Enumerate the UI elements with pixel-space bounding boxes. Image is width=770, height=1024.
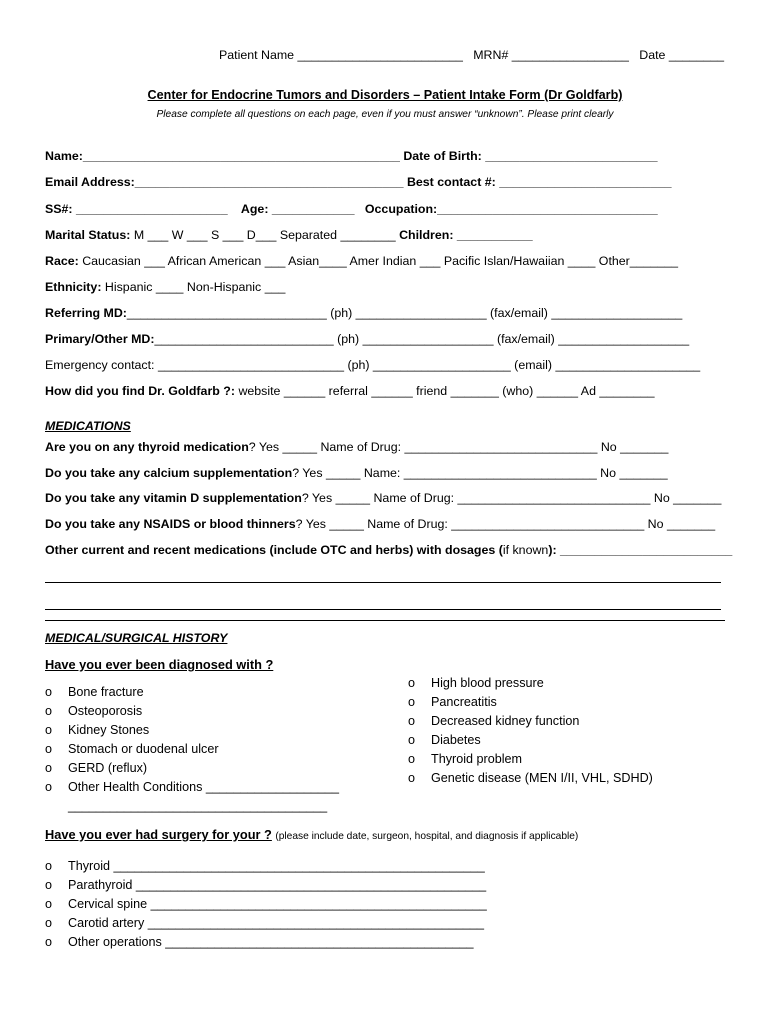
- ethnicity-row: [45, 279, 285, 295]
- surgery-carotid-artery-field[interactable]: Carotid artery ________________________________________________: [68, 916, 484, 930]
- checkbox-bullet-icon[interactable]: o: [45, 780, 53, 794]
- list-item[interactable]: [408, 712, 653, 731]
- list-item-label: Bone fracture: [68, 685, 144, 699]
- calcium-field[interactable]: ? Yes _____ Name: ____________________________ No _______: [292, 466, 668, 480]
- ss-row: [45, 201, 658, 217]
- list-item[interactable]: [45, 702, 339, 721]
- other-meds-question: Other current and recent medications (include OTC and herbs) with dosages (: [45, 543, 503, 557]
- list-item[interactable]: [45, 759, 339, 778]
- checkbox-bullet-icon[interactable]: o: [408, 676, 416, 690]
- list-item[interactable]: [408, 769, 653, 788]
- surgery-row: [45, 827, 578, 845]
- list-item[interactable]: [45, 933, 487, 952]
- checkbox-bullet-icon[interactable]: o: [408, 733, 416, 747]
- marital-row: [45, 227, 533, 243]
- other-meds-line-1[interactable]: [45, 582, 721, 583]
- form-subtitle: Please complete all questions on each page, even if you must answer “unknown”. Please print clearly: [156, 109, 614, 120]
- checkbox-bullet-icon[interactable]: o: [408, 752, 416, 766]
- list-item-label: Pancreatitis: [431, 695, 497, 709]
- best-contact-field[interactable]: Best contact #: _________________________: [406, 175, 672, 189]
- other-conditions-extra-line[interactable]: [45, 797, 339, 816]
- checkbox-bullet-icon[interactable]: o: [45, 761, 53, 775]
- referring-md-label: Referring MD:: [45, 306, 127, 320]
- checkbox-bullet-icon[interactable]: o: [45, 878, 53, 892]
- surgery-note: (please include date, surgeon, hospital, and diagnosis if applicable): [275, 831, 579, 842]
- name-field[interactable]: Name:______________________________________________: [45, 149, 400, 163]
- list-item-label: Thyroid problem: [431, 752, 522, 766]
- checkbox-bullet-icon[interactable]: o: [45, 742, 53, 756]
- other-meds-note: if known: [502, 543, 549, 557]
- name-row: [45, 148, 658, 164]
- marital-options[interactable]: M ___ W ___ S ___ D___ Separated ________: [133, 228, 396, 242]
- list-item[interactable]: [45, 876, 487, 895]
- thyroid-med-question: Are you on any thyroid medication: [45, 440, 249, 454]
- age-field[interactable]: Age: ____________: [240, 202, 355, 216]
- surgery-list: [45, 857, 487, 952]
- nsaid-row: [45, 516, 715, 532]
- list-item-label: GERD (reflux): [68, 761, 148, 775]
- checkbox-bullet-icon[interactable]: o: [408, 771, 416, 785]
- list-item-label[interactable]: Other Health Conditions ___________________: [68, 780, 339, 794]
- surgery-other-field[interactable]: Other operations ____________________________________________: [68, 935, 474, 949]
- checkbox-bullet-icon[interactable]: o: [45, 704, 53, 718]
- list-item-label: Kidney Stones: [68, 723, 150, 737]
- nsaid-field[interactable]: ? Yes _____ Name of Drug: ____________________________ No _______: [295, 517, 716, 531]
- form-title: Center for Endocrine Tumors and Disorders – Patient Intake Form (Dr Goldfarb): [147, 88, 623, 102]
- list-item[interactable]: [45, 740, 339, 759]
- calcium-row: [45, 465, 668, 481]
- ss-field[interactable]: SS#: ______________________: [45, 202, 228, 216]
- patient-name-field[interactable]: Patient Name ________________________: [219, 48, 463, 62]
- diagnosed-question: Have you ever been diagnosed with ?: [45, 657, 274, 672]
- list-item[interactable]: [45, 914, 487, 933]
- list-item[interactable]: [45, 857, 487, 876]
- checkbox-bullet-icon[interactable]: o: [45, 859, 53, 873]
- ethnicity-label: Ethnicity:: [45, 280, 102, 294]
- list-item-label: Osteoporosis: [68, 704, 143, 718]
- history-heading: MEDICAL/SURGICAL HISTORY: [45, 631, 228, 645]
- emergency-contact-field[interactable]: Emergency contact: ___________________________ (ph) ____________________ (email) _____________________: [45, 358, 701, 372]
- checkbox-bullet-icon[interactable]: o: [45, 935, 53, 949]
- how-find-label: How did you find Dr. Goldfarb ?:: [45, 384, 235, 398]
- how-find-row: [45, 383, 655, 399]
- occupation-field[interactable]: Occupation:________________________________: [364, 202, 658, 216]
- surgery-cervical-spine-field[interactable]: Cervical spine ________________________________________________: [68, 897, 487, 911]
- other-conditions-line[interactable]: _____________________________________: [68, 799, 328, 813]
- list-item[interactable]: [408, 693, 653, 712]
- list-item[interactable]: [408, 674, 653, 693]
- patient-header: [219, 48, 724, 62]
- surgery-thyroid-field[interactable]: Thyroid _____________________________________________________: [68, 859, 485, 873]
- ethnicity-options[interactable]: Hispanic ____ Non-Hispanic ___: [104, 280, 286, 294]
- vitamin-d-row: [45, 490, 721, 506]
- vitamin-d-question: Do you take any vitamin D supplementation: [45, 491, 302, 505]
- list-item[interactable]: [45, 721, 339, 740]
- checkbox-bullet-icon[interactable]: o: [45, 723, 53, 737]
- checkbox-bullet-icon[interactable]: o: [45, 916, 53, 930]
- mrn-field[interactable]: MRN# _________________: [473, 48, 629, 62]
- dob-field[interactable]: Date of Birth: _________________________: [403, 149, 658, 163]
- date-field[interactable]: Date ________: [639, 48, 725, 62]
- list-item-label: Diabetes: [431, 733, 481, 747]
- checkbox-bullet-icon[interactable]: o: [45, 897, 53, 911]
- referring-md-field[interactable]: _____________________________ (ph) ___________________ (fax/email) ___________________: [126, 306, 683, 320]
- other-meds-line-2[interactable]: [45, 609, 721, 610]
- surgery-parathyroid-field[interactable]: Parathyroid __________________________________________________: [68, 878, 487, 892]
- referring-md-row: [45, 305, 682, 321]
- section-divider: [45, 620, 725, 621]
- race-label: Race:: [45, 254, 79, 268]
- list-item-label: High blood pressure: [431, 676, 544, 690]
- list-item[interactable]: [45, 895, 487, 914]
- vitamin-d-field[interactable]: ? Yes _____ Name of Drug: ____________________________ No _______: [301, 491, 722, 505]
- primary-md-row: [45, 331, 689, 347]
- diagnosis-list-left: [45, 683, 339, 816]
- other-meds-field[interactable]: ): _________________________: [548, 543, 733, 557]
- checkbox-bullet-icon[interactable]: o: [408, 714, 416, 728]
- children-field[interactable]: Children: ___________: [399, 228, 533, 242]
- other-meds-row: [45, 542, 732, 558]
- diagnosis-list-right: [408, 674, 653, 788]
- list-item[interactable]: [408, 750, 653, 769]
- list-item[interactable]: [45, 778, 339, 797]
- race-row: [45, 253, 678, 269]
- medications-heading: MEDICATIONS: [45, 419, 131, 433]
- email-field[interactable]: Email Address:_______________________________________: [45, 175, 404, 189]
- marital-label: Marital Status:: [45, 228, 131, 242]
- list-item-label: Genetic disease (MEN I/II, VHL, SDHD): [431, 771, 653, 785]
- nsaid-question: Do you take any NSAIDS or blood thinners: [45, 517, 296, 531]
- checkbox-bullet-icon[interactable]: o: [408, 695, 416, 709]
- list-item[interactable]: [45, 683, 339, 702]
- thyroid-med-row: [45, 439, 668, 455]
- list-item-label: Decreased kidney function: [431, 714, 580, 728]
- checkbox-bullet-icon[interactable]: o: [45, 685, 53, 699]
- primary-md-label: Primary/Other MD:: [45, 332, 155, 346]
- surgery-question: Have you ever had surgery for your ?: [45, 827, 272, 842]
- thyroid-med-field[interactable]: ? Yes _____ Name of Drug: ____________________________ No _______: [248, 440, 669, 454]
- email-row: [45, 174, 672, 190]
- list-item[interactable]: [408, 731, 653, 750]
- calcium-question: Do you take any calcium supplementation: [45, 466, 293, 480]
- primary-md-field[interactable]: __________________________ (ph) ___________________ (fax/email) ___________________: [154, 332, 690, 346]
- how-find-options[interactable]: website ______ referral ______ friend _______ (who) ______ Ad ________: [238, 384, 655, 398]
- race-options[interactable]: Caucasian ___ African American ___ Asian____ Amer Indian ___ Pacific Islan/Hawaiian ____ Other_______: [82, 254, 679, 268]
- list-item-label: Stomach or duodenal ulcer: [68, 742, 219, 756]
